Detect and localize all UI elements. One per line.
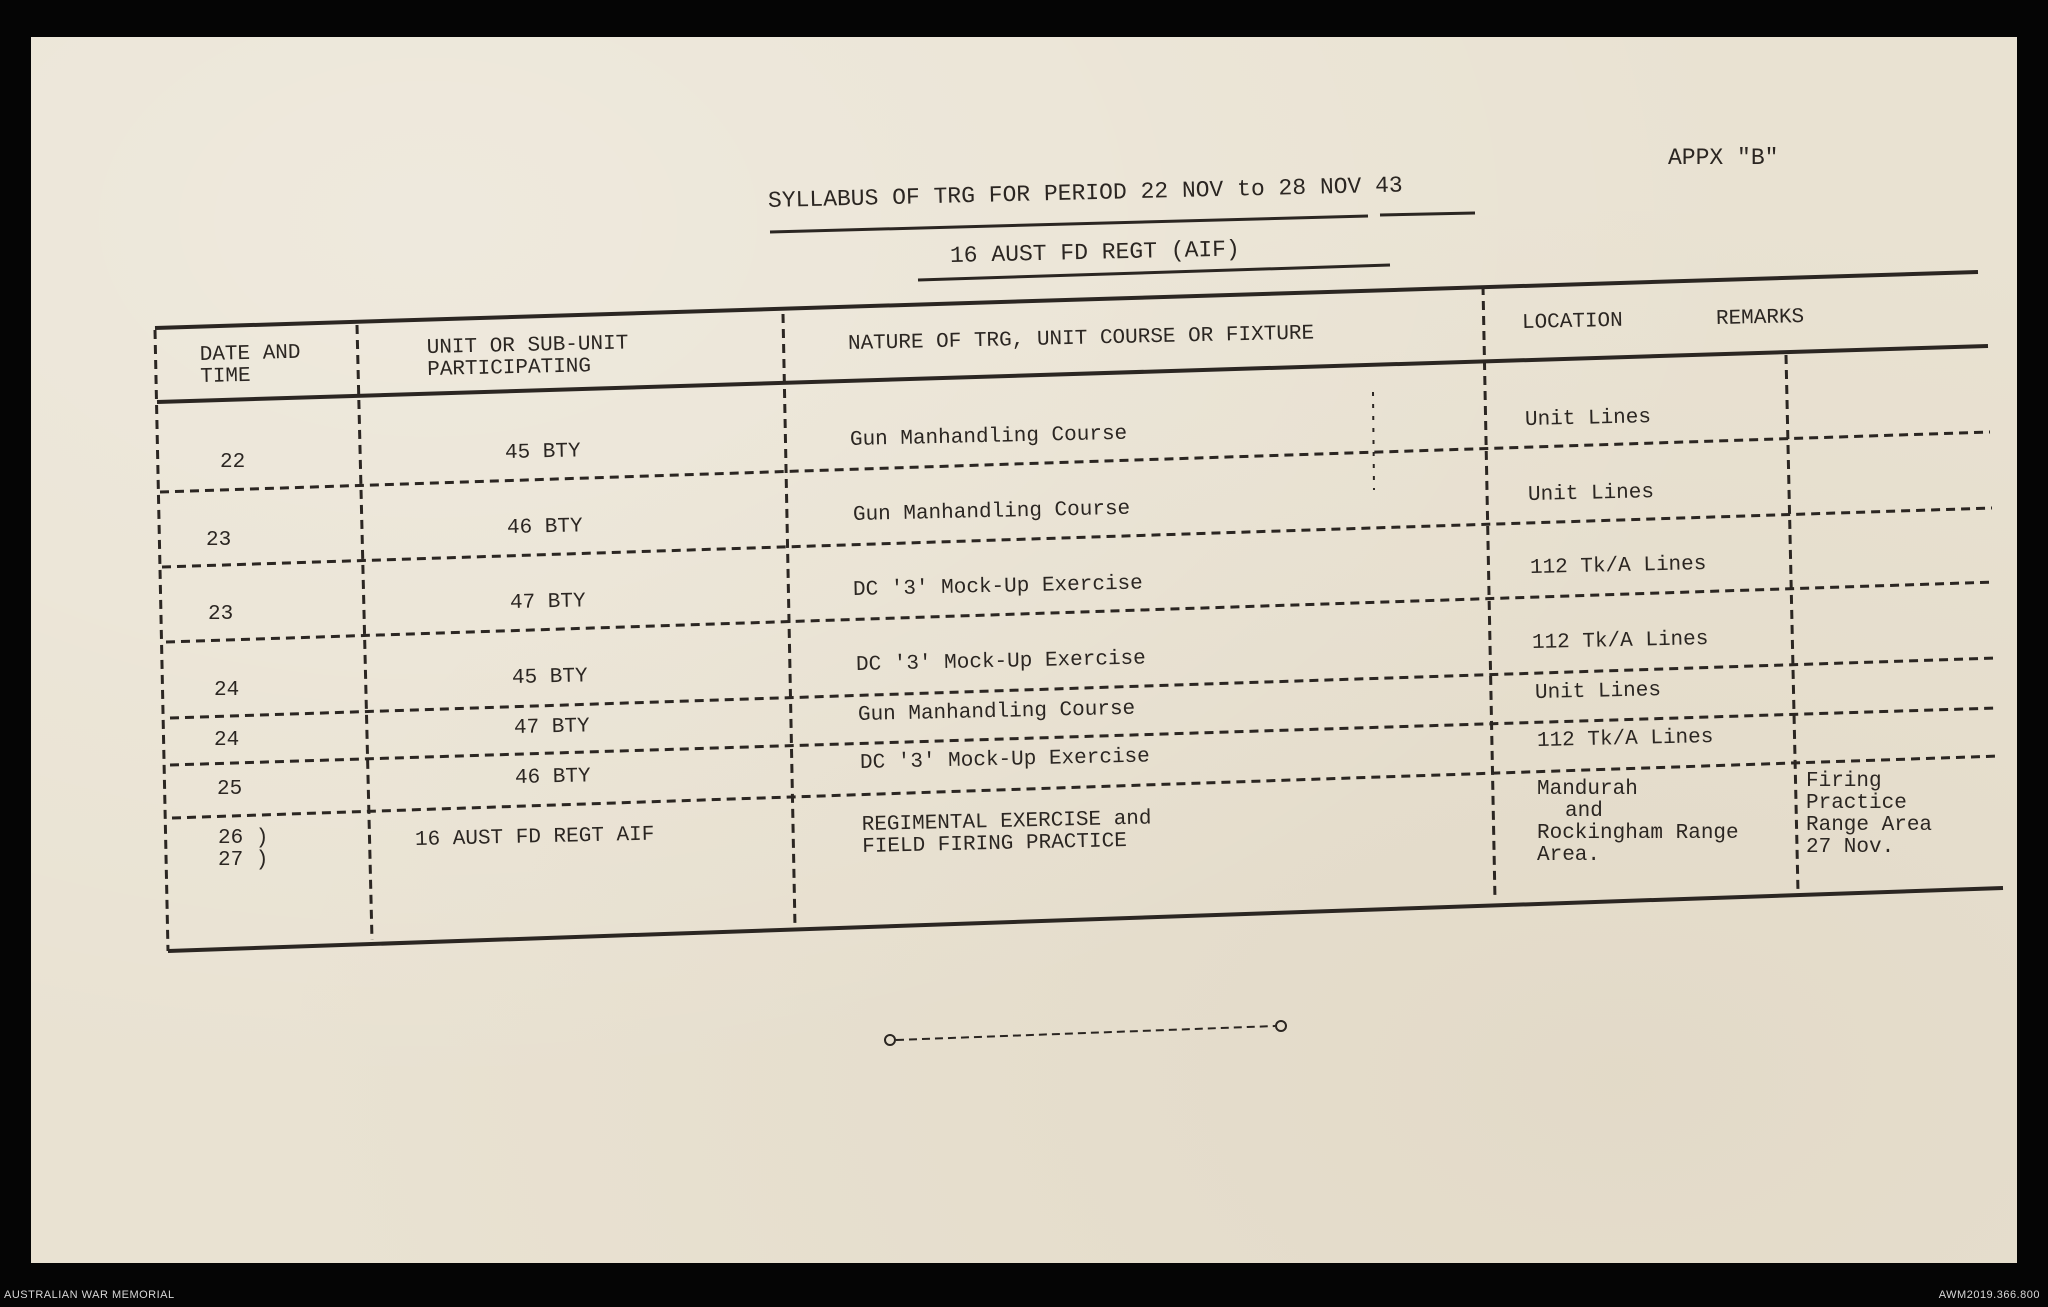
col-divider-3 [1483, 286, 1495, 900]
row-4-nature: DC '3' Mock-Up Exercise [855, 647, 1147, 677]
row-7-date: 26 ) 27 ) [218, 827, 269, 872]
row-1-unit: 45 BTY [504, 440, 581, 465]
col-header-nature: NATURE OF TRG, UNIT COURSE OR FIXTURE [847, 322, 1315, 356]
row-5-location: Unit Lines [1534, 679, 1662, 705]
row-2-location: Unit Lines [1527, 481, 1655, 507]
title-underline-2 [1380, 213, 1475, 215]
row-6-date: 25 [217, 778, 243, 801]
archive-credit: AUSTRALIAN WAR MEMORIAL [4, 1289, 175, 1301]
row-3-location: 112 Tk/A Lines [1529, 553, 1707, 580]
stray-dots [1373, 392, 1374, 490]
row-3-unit: 47 BTY [509, 590, 586, 615]
row-5-unit: 47 BTY [513, 715, 590, 740]
row-5-nature: Gun Manhandling Course [857, 697, 1136, 727]
row-4-date: 24 [214, 679, 240, 702]
row-6-unit: 46 BTY [514, 765, 591, 790]
row-1-date: 22 [220, 451, 246, 474]
col-header-unit: UNIT OR SUB-UNIT PARTICIPATING [426, 332, 629, 382]
row-1-nature: Gun Manhandling Course [849, 422, 1128, 452]
row-6-location: 112 Tk/A Lines [1536, 726, 1714, 753]
row-7-nature: REGIMENTAL EXERCISE and FIELD FIRING PRACTICE [861, 807, 1152, 859]
row-5-date: 24 [214, 729, 240, 752]
col-header-remarks: REMARKS [1715, 306, 1805, 331]
row-3-date: 23 [208, 603, 234, 626]
row-1-location: Unit Lines [1524, 406, 1652, 432]
page-subtitle: 16 AUST FD REGT (AIF) [949, 236, 1241, 269]
col-divider-4 [1786, 355, 1798, 892]
table-bottom-border [168, 888, 2003, 951]
row-7-location: Mandurah and Rockingham Range Area. [1537, 778, 1739, 867]
col-header-location: LOCATION [1521, 309, 1624, 335]
row-6-nature: DC '3' Mock-Up Exercise [859, 745, 1151, 775]
row-4-unit: 45 BTY [511, 665, 588, 690]
appendix-label: APPX "B" [1668, 145, 1779, 171]
archive-id: AWM2019.366.800 [1938, 1289, 2040, 1301]
row-2-unit: 46 BTY [506, 515, 583, 540]
row-2-date: 23 [206, 529, 232, 552]
page-title: SYLLABUS OF TRG FOR PERIOD 22 NOV to 28 NOV 43 [767, 172, 1404, 214]
title-underline [770, 216, 1368, 232]
row-7-unit: 16 AUST FD REGT AIF [414, 823, 655, 852]
row-4-location: 112 Tk/A Lines [1531, 628, 1709, 655]
row-7-remarks: Firing Practice Range Area 27 Nov. [1806, 770, 1933, 859]
table-top-border [155, 272, 1978, 328]
col-divider-1 [357, 325, 372, 940]
row-3-nature: DC '3' Mock-Up Exercise [852, 572, 1144, 602]
col-header-date: DATE AND TIME [199, 341, 301, 389]
row-2-nature: Gun Manhandling Course [852, 497, 1131, 527]
